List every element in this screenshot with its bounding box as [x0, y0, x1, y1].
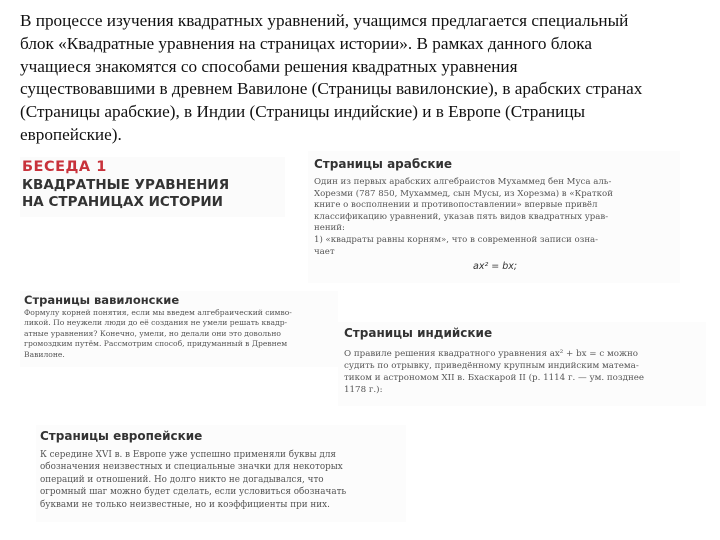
arabic-body-line: книге о восполнении и противопоставлении» впервые привёл — [314, 200, 598, 211]
european-heading: Страницы европейские — [40, 429, 203, 443]
babylon-heading: Страницы вавилонские — [24, 293, 180, 307]
beseda-scan-image — [20, 157, 285, 217]
arabic-body-line: Хорезми (787 850, Мухаммед, сын Мусы, из Хорезма) в «Краткой — [314, 188, 613, 199]
babylon-body-line: ликой. По неужели люди до её создания не умели решать квадр- — [24, 318, 288, 328]
arabic-body-line: 1) «квадраты равны корням», что в современной записи озна- — [314, 234, 599, 245]
indian-pages-scan — [338, 322, 706, 406]
intro-line: В процессе изучения квадратных уравнений, учащимся предлагается специальный — [20, 11, 629, 30]
babylon-body — [24, 308, 292, 360]
intro-line: существовавшими в древнем Вавилоне (Страницы вавилонские), в арабских странах — [20, 79, 643, 99]
arabic-heading: Страницы арабские — [314, 157, 453, 171]
intro-line: блок «Квадратные уравнения на страницах истории». В рамках данного блока — [20, 33, 593, 53]
european-body-line: операций и отношений. Но долго никто не догадывался, что — [40, 474, 324, 485]
indian-heading: Страницы индийские — [344, 326, 493, 340]
indian-body-line: тиком и астрономом XII в. Бхаскарой II (р. 1114 г. — ум. позднее — [344, 373, 645, 383]
babylon-body-line: громоздким путём. Рассмотрим способ, придуманный в Древнем — [24, 339, 288, 349]
intro-line: европейские). — [20, 124, 122, 144]
beseda-title-line: КВАДРАТНЫЕ УРАВНЕНИЯ — [22, 177, 230, 193]
beseda-title-line: НА СТРАНИЦАХ ИСТОРИИ — [22, 194, 223, 210]
arabic-body-line: нений: — [314, 223, 345, 234]
beseda-label: БЕСЕДА 1 — [22, 159, 107, 175]
babylon-body-line: Вавилоне. — [24, 349, 65, 359]
european-body — [40, 449, 346, 511]
indian-body-line: судить по отрывку, приведённому крупным индийским матема- — [344, 361, 639, 371]
arabic-body-line: Один из первых арабских алгебраистов Мухаммед бен Муса аль- — [314, 177, 612, 187]
arabic-body — [314, 177, 613, 258]
european-body-line: обозначения неизвестных и специальные значки для некоторых — [40, 462, 343, 473]
arabic-body-line: чает — [314, 246, 335, 257]
european-body-line: К середине XVI в. в Европе уже успешно применяли буквы для — [40, 450, 336, 460]
babylon-body-line: Формулу корней понятия, если мы введем алгебраический симво- — [24, 308, 292, 317]
babylon-pages-scan — [20, 291, 338, 367]
european-body-line: огромный шаг можно будет сделать, если условиться обозначать — [40, 487, 347, 498]
european-body-line: буквами не только неизвестные, но и коэффициенты при них. — [40, 499, 330, 510]
arabic-body-line: классификацию уравнений, указав пять видов квадратных урав- — [314, 211, 609, 222]
intro-paragraph — [20, 10, 708, 147]
indian-body — [344, 348, 644, 396]
intro-line: учащиеся знакомятся со способами решения квадратных уравнения — [20, 56, 518, 76]
arabic-formula: ax² = bx; — [473, 261, 518, 272]
indian-body-line: О правиле решения квадратного уравнения ax² + bx = c можно — [344, 349, 638, 359]
arabic-pages-scan — [308, 151, 680, 283]
babylon-body-line: атные уравнения? Конечно, умели, но делали они это довольно — [24, 328, 281, 338]
european-pages-scan — [36, 425, 406, 522]
intro-line: (Страницы арабские), в Индии (Страницы индийские) и в Европе (Страницы — [20, 102, 586, 122]
indian-body-line: 1178 г.): — [344, 385, 383, 395]
